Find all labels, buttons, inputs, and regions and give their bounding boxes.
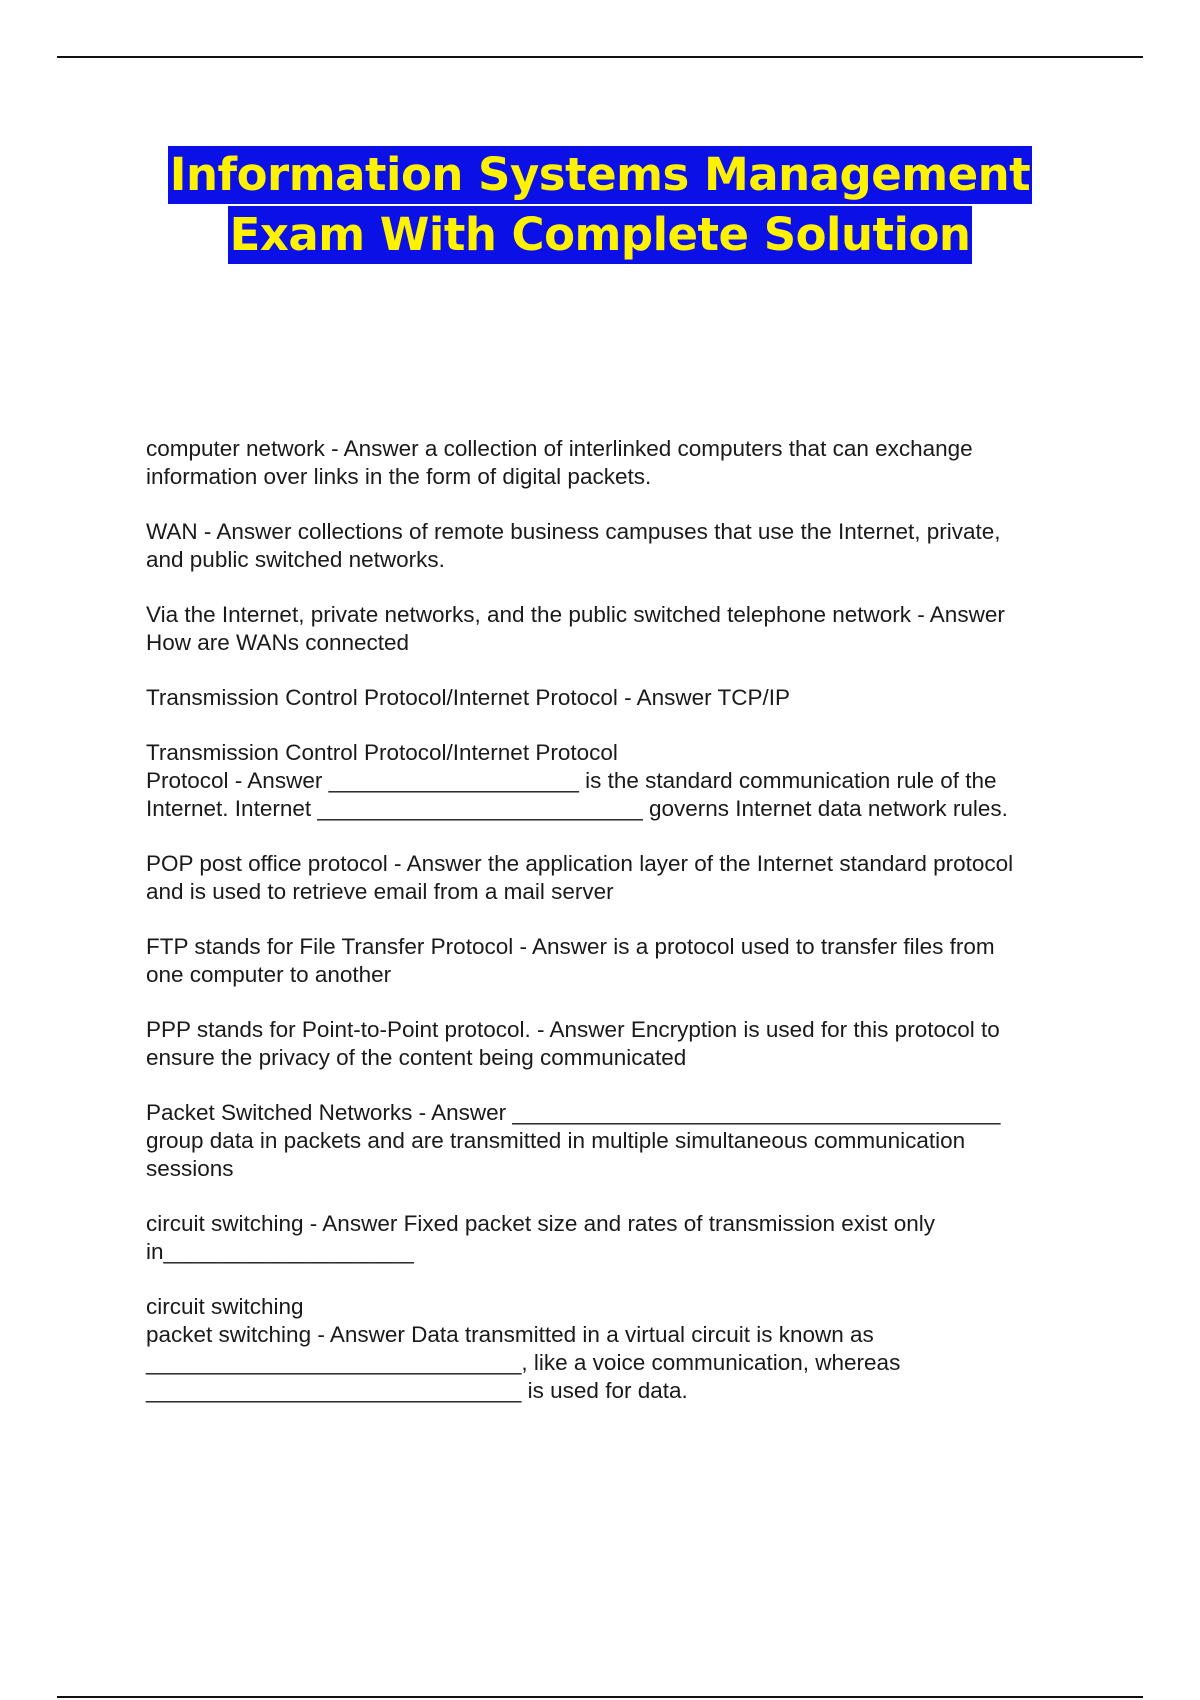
qa-item: PPP stands for Point-to-Point protocol. - Answer Encryption is used for this protocol to ensure the privacy of the content being communicated bbox=[146, 1017, 1000, 1070]
qa-item: computer network - Answer a collection of interlinked computers that can exchange information over links in the form of digital packets. bbox=[146, 436, 973, 489]
qa-item: Transmission Control Protocol/Internet Protocol Protocol - Answer ____________________ is the standard communication rule of the Internet. Internet __________________________ governs Internet data network rules. bbox=[146, 740, 1008, 821]
top-rule bbox=[57, 56, 1143, 58]
document-title bbox=[0, 146, 1200, 264]
qa-item: Packet Switched Networks - Answer _______________________________________ group data in packets and are transmitted in multiple simultaneous communication sessions bbox=[146, 1100, 1001, 1181]
qa-item: POP post office protocol - Answer the application layer of the Internet standard protocol and is used to retrieve email from a mail server bbox=[146, 851, 1014, 904]
title-line-1: Information Systems Management bbox=[168, 146, 1032, 204]
qa-item: WAN - Answer collections of remote business campuses that use the Internet, private, and public switched networks. bbox=[146, 519, 1001, 572]
qa-item: Via the Internet, private networks, and the public switched telephone network - Answer How are WANs connected bbox=[146, 602, 1005, 655]
qa-list bbox=[146, 435, 1096, 1432]
bottom-rule bbox=[57, 1696, 1143, 1698]
qa-item: FTP stands for File Transfer Protocol - Answer is a protocol used to transfer files from one computer to another bbox=[146, 934, 995, 987]
title-line-2: Exam With Complete Solution bbox=[228, 206, 973, 264]
qa-item: Transmission Control Protocol/Internet Protocol - Answer TCP/IP bbox=[146, 685, 790, 710]
qa-item: circuit switching packet switching - Answer Data transmitted in a virtual circuit is known as ______________________________, like a voice communication, whereas ______________________________ is used for data. bbox=[146, 1294, 901, 1403]
qa-item: circuit switching - Answer Fixed packet size and rates of transmission exist only in____________________ bbox=[146, 1211, 936, 1264]
